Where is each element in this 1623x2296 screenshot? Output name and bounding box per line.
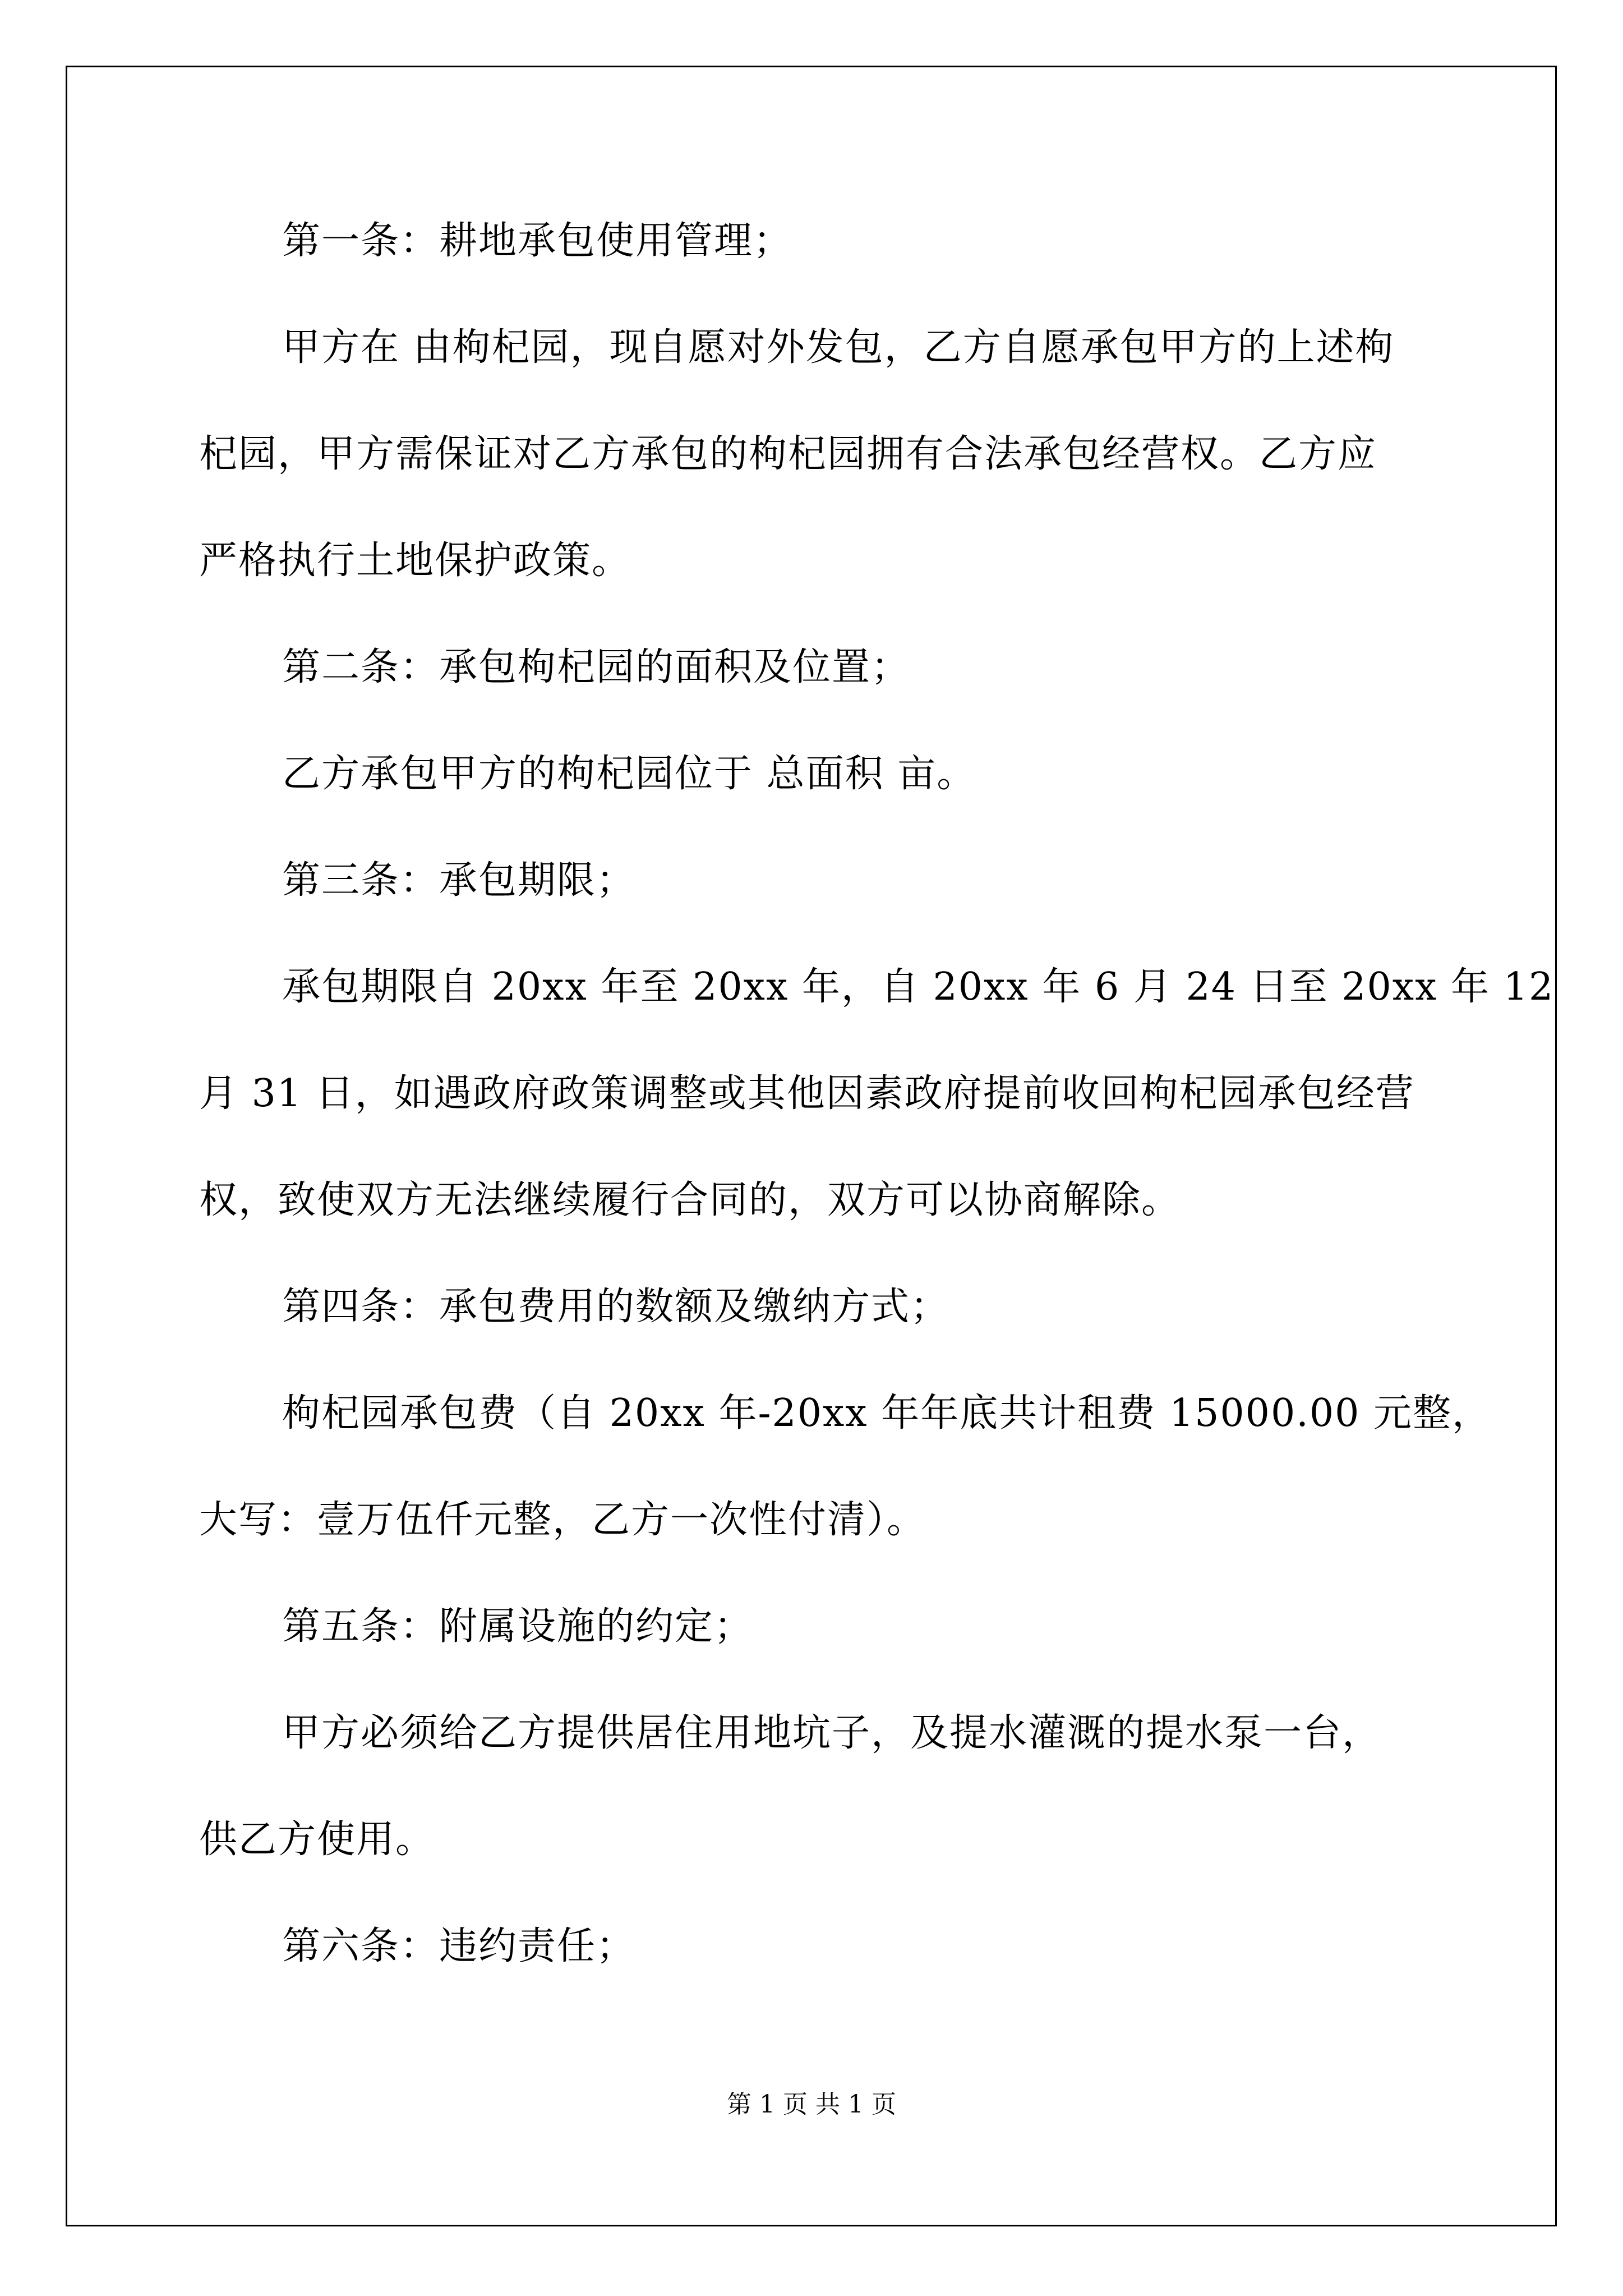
paragraph-line: 枸杞园承包费（自 20xx 年-20xx 年年底共计租费 15000.00 元整， — [282, 1391, 1491, 1435]
page-number-footer: 第 1 页 共 1 页 — [727, 2090, 896, 2119]
paragraph-line: 权，致使双方无法继续履行合同的，双方可以协商解除。 — [199, 1178, 1181, 1222]
article-5-heading: 第五条：附属设施的约定； — [282, 1604, 754, 1649]
article-4-heading: 第四条：承包费用的数额及缴纳方式； — [282, 1285, 950, 1329]
paragraph-line: 承包期限自 20xx 年至 20xx 年，自 20xx 年 6 月 24 日至 20xx 年 12 — [282, 965, 1555, 1009]
article-6-heading: 第六条：违约责任； — [282, 1924, 636, 1968]
paragraph-line: 大写：壹万伍仟元整，乙方一次性付清）。 — [199, 1498, 926, 1542]
paragraph-line: 月 31 日，如遇政府政策调整或其他因素政府提前收回枸杞园承包经营 — [199, 1071, 1415, 1116]
paragraph-line: 乙方承包甲方的枸杞园位于 总面积 亩。 — [282, 752, 976, 796]
paragraph-line: 甲方必须给乙方提供居住用地坑子，及提水灌溉的提水泵一台， — [282, 1711, 1382, 1755]
paragraph-line: 杞园，甲方需保证对乙方承包的枸杞园拥有合法承包经营权。乙方应 — [199, 432, 1377, 476]
paragraph-line: 供乙方使用。 — [199, 1818, 435, 1862]
paragraph-line: 严格执行土地保护政策。 — [199, 539, 631, 583]
page-border — [66, 66, 1557, 2226]
article-2-heading: 第二条：承包枸杞园的面积及位置； — [282, 645, 911, 689]
article-3-heading: 第三条：承包期限； — [282, 858, 636, 903]
paragraph-line: 甲方在 由枸杞园，现自愿对外发包，乙方自愿承包甲方的上述枸 — [282, 325, 1395, 370]
article-1-heading: 第一条：耕地承包使用管理； — [282, 219, 793, 263]
